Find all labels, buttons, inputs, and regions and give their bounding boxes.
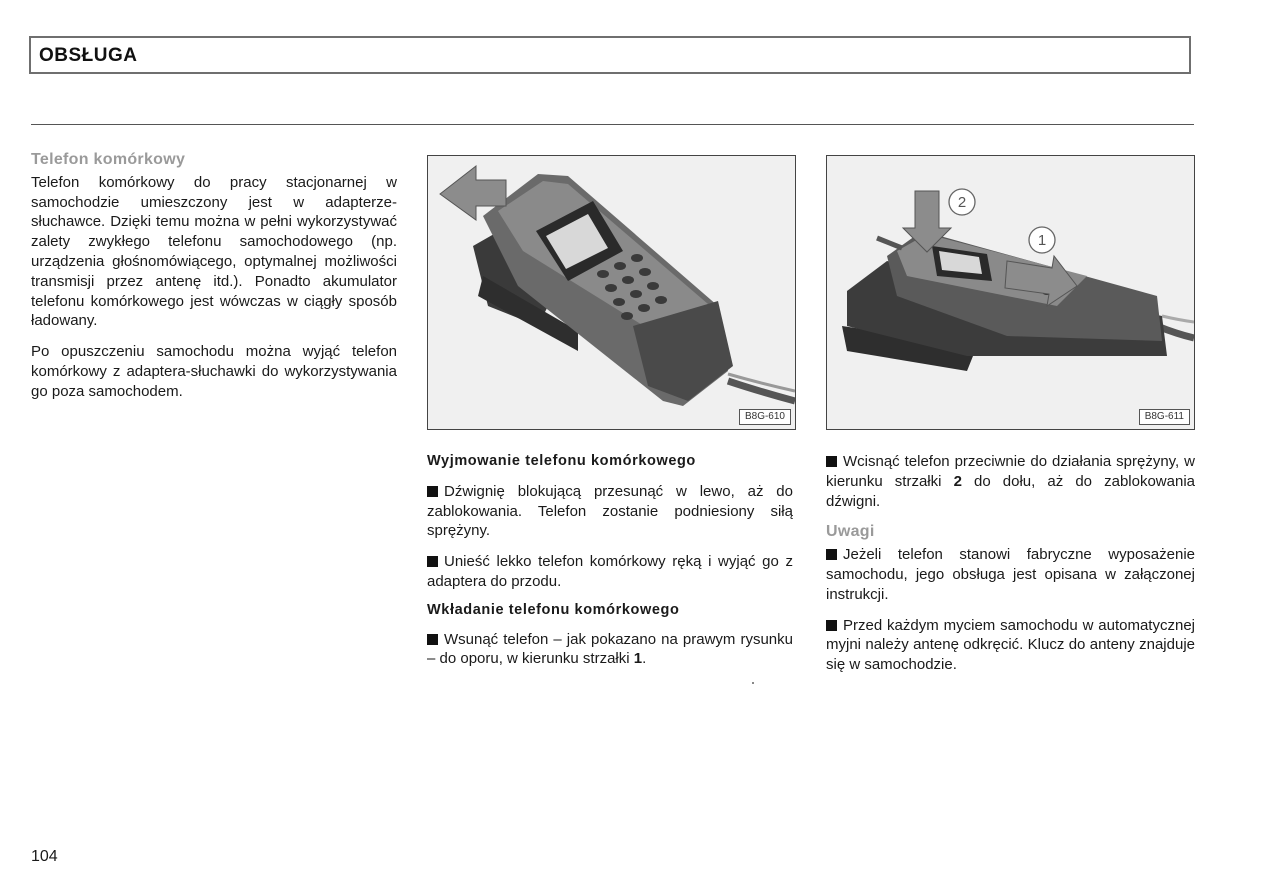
insert-heading: Wkładanie telefonu komórkowego	[427, 601, 680, 618]
section-title: OBSŁUGA	[39, 45, 138, 66]
insert-step: Wsunąć telefon – jak pokazano na prawym rysunku – do oporu, w kierunku strzałki 1.	[427, 630, 793, 668]
bullet-icon	[427, 634, 438, 645]
page-number: 104	[31, 848, 58, 865]
removal-step-2: Unieść lekko telefon komórkowy ręką i wyjąć go z adaptera do przodu.	[427, 553, 793, 590]
divider	[31, 124, 1194, 125]
removal-heading: Wyjmowanie telefonu komórkowego	[427, 453, 696, 469]
arrow-2-label: 2	[957, 194, 967, 211]
removal-step-1: Dźwignię blokującą przesunąć w lewo, aż do zablokowania. Telefon zostanie podniesiony siłą sprężyny.	[427, 482, 793, 540]
outside-car-paragraph: Po opuszczeniu samochodu można wyjąć telefon komórkowy z adaptera-słuchawki do wykorzystywania go poza samochodem.	[31, 343, 397, 400]
bullet-icon	[427, 556, 438, 567]
phone-insertion-illustration	[827, 156, 1194, 429]
left-column	[31, 150, 397, 413]
mobile-phone-heading: Telefon komórkowy	[31, 151, 186, 168]
middle-column	[427, 452, 793, 680]
arrow-1-label: 1	[1037, 232, 1047, 249]
note-1: Jeżeli telefon stanowi fabryczne wyposażenie samochodu, jego obsługa jest opisana w załączonej instrukcji.	[826, 546, 1195, 603]
bullet-icon	[427, 486, 438, 497]
bullet-icon	[826, 620, 837, 631]
section-header	[29, 36, 1191, 74]
bullet-icon	[826, 456, 837, 467]
figure-phone-insertion	[826, 155, 1195, 430]
notes-heading: Uwagi	[826, 523, 875, 541]
phone-removal-illustration	[428, 156, 795, 429]
press-step: Wcisnąć telefon przeciwnie do działania sprężyny, w kierunku strzałki 2 do dołu, aż do zablokowania dźwigni.	[826, 453, 1195, 510]
figure-phone-removal	[427, 155, 796, 430]
bullet-icon	[826, 549, 837, 560]
right-column	[826, 452, 1195, 686]
figure-label: B8G-611	[1139, 409, 1190, 425]
intro-paragraph: Telefon komórkowy do pracy stacjonarnej w samochodzie umieszczony jest w adapterze-słuchawce. Dzięki temu można w pełni wykorzystywać zalety zwykłego telefonu samochodowego (np. urządzenia głośnomówiącego, optymalnej możliwości transmisji przez antenę itd.). Ponadto akumulator telefonu komórkowego jest wówczas w ciągły sposób ładowany.	[31, 173, 397, 330]
figure-label: B8G-610	[739, 409, 791, 425]
note-2: Przed każdym myciem samochodu w automatycznej myjni należy antenę odkręcić. Klucz do anteny znajduje się w samochodzie.	[826, 616, 1195, 674]
print-speck	[752, 682, 754, 684]
